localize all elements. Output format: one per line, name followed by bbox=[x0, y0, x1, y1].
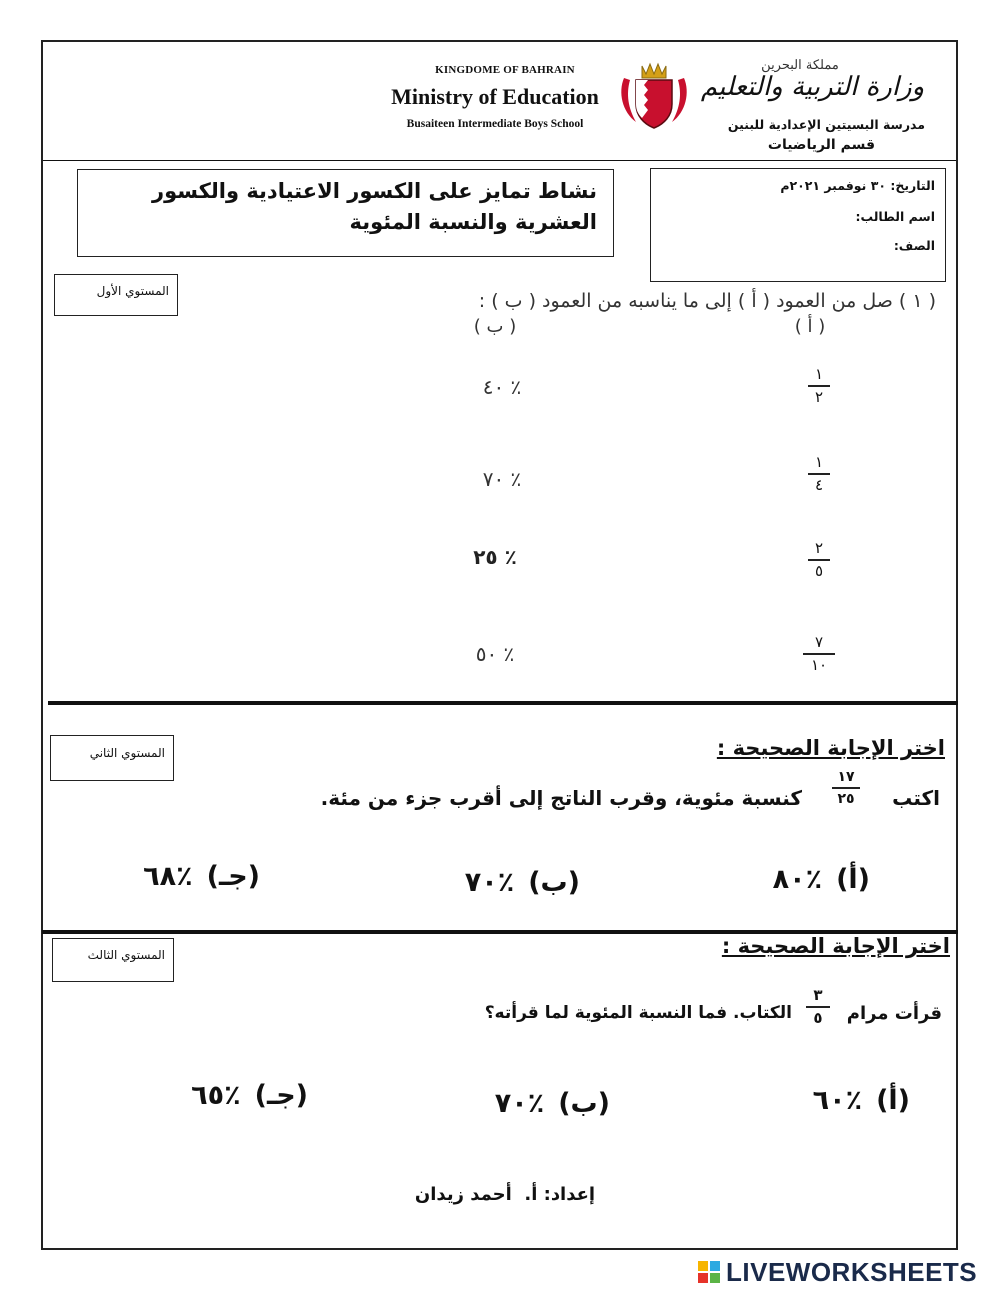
title-box bbox=[77, 169, 614, 257]
col-b-item[interactable]: ٪ ٤٠ bbox=[482, 375, 522, 399]
level3-question-prefix: قرأت مرام bbox=[846, 1003, 942, 1024]
level2-question-suffix: كنسبة مئوية، وقرب الناتج إلى أقرب جزء من مئة. bbox=[320, 786, 802, 810]
level3-question-suffix: الكتاب. فما النسبة المئوية لما قرأته؟ bbox=[484, 1003, 792, 1023]
fraction-bar bbox=[808, 473, 830, 475]
option-value: ٪٨٠ bbox=[772, 864, 823, 895]
logo-tile bbox=[710, 1261, 720, 1271]
bahrain-crest-logo bbox=[618, 60, 690, 134]
col-a-den: ١٠ bbox=[810, 656, 828, 674]
level2-heading: اختر الإجابة الصحيحة : bbox=[716, 736, 945, 760]
col-a-num: ١ bbox=[814, 365, 824, 383]
col-a-den: ٥ bbox=[814, 562, 824, 580]
crest-crown bbox=[642, 64, 666, 78]
col-b-item[interactable]: ٪ ٧٠ bbox=[482, 467, 522, 491]
col-a-den: ٢ bbox=[814, 388, 824, 406]
date-field: التاريخ: ٣٠ نوفمبر ٢٠٢١م bbox=[780, 178, 935, 193]
crest-mantle-left bbox=[621, 78, 636, 122]
school-name-en: Busaiteen Intermediate Boys School bbox=[406, 118, 584, 130]
level3-option-a[interactable] bbox=[740, 1085, 910, 1116]
fraction-bar bbox=[803, 653, 835, 655]
option-value: ٪٦٠ bbox=[812, 1085, 863, 1116]
level2-question-fraction bbox=[832, 770, 860, 806]
ministry-ar-logotype: وزارة التربية والتعليم bbox=[700, 72, 925, 102]
fraction-bar bbox=[806, 1006, 830, 1008]
level2-label-box bbox=[50, 735, 174, 781]
level3-label-box bbox=[52, 938, 174, 982]
level3-label: المستوي الثالث bbox=[87, 948, 165, 962]
col-b-header: ( ب ) bbox=[473, 316, 517, 337]
option-letter: (ب) bbox=[558, 1088, 610, 1119]
col-a-item[interactable] bbox=[808, 455, 830, 493]
level3-option-c[interactable] bbox=[138, 1080, 308, 1111]
level2-option-a[interactable] bbox=[700, 864, 870, 895]
col-b-item[interactable]: ٪ ٢٥ bbox=[473, 545, 517, 569]
fraction-numerator: ١٧ bbox=[837, 769, 855, 785]
option-value: ٪٦٥ bbox=[191, 1080, 241, 1111]
liveworksheets-icon bbox=[698, 1261, 720, 1283]
option-letter: (جـ) bbox=[206, 861, 260, 892]
ministry-title: Ministry of Education bbox=[391, 84, 599, 109]
level1-instruction: ( ١ ) صل من العمود ( أ ) إلى ما يناسبه من العمود ( ب ) : bbox=[478, 290, 936, 312]
col-b-item[interactable]: ٪ ٥٠ bbox=[475, 642, 515, 666]
class-field[interactable]: الصف: bbox=[893, 238, 935, 253]
department-ar: قسم الرياضيات bbox=[767, 137, 875, 153]
option-value: ٪٧٠ bbox=[464, 867, 515, 898]
option-letter: (أ) bbox=[876, 1085, 910, 1116]
col-a-num: ٢ bbox=[814, 539, 824, 557]
fraction-bar bbox=[832, 787, 860, 789]
logo-tile bbox=[710, 1273, 720, 1283]
option-letter: (ب) bbox=[528, 867, 580, 898]
level1-label-box bbox=[54, 274, 178, 316]
col-a-num: ١ bbox=[814, 453, 824, 471]
school-name-ar: مدرسة البسيتين الإعدادية للبنين bbox=[727, 117, 925, 132]
liveworksheets-wordmark: LIVEWORKSHEETS bbox=[726, 1256, 978, 1287]
option-letter: (جـ) bbox=[254, 1080, 308, 1111]
fraction-bar bbox=[808, 385, 830, 387]
fraction-denominator: ٥ bbox=[813, 1009, 823, 1027]
section-divider-1 bbox=[48, 701, 958, 705]
level2-option-b[interactable] bbox=[410, 867, 580, 898]
level1-label: المستوي الأول bbox=[96, 284, 169, 298]
option-letter: (أ) bbox=[836, 864, 870, 895]
header-divider bbox=[43, 160, 956, 161]
level3-question-fraction bbox=[806, 988, 830, 1026]
col-a-item[interactable] bbox=[808, 367, 830, 405]
col-a-header: ( أ ) bbox=[794, 316, 826, 337]
logo-tile bbox=[698, 1273, 708, 1283]
kingdom-label: KINGDOME OF BAHRAIN bbox=[435, 64, 575, 76]
activity-title: نشاط تمايز على الكسور الاعتيادية والكسور العشرية والنسبة المئوية bbox=[152, 179, 597, 234]
col-a-den: ٤ bbox=[814, 476, 824, 494]
option-value: ٪٦٨ bbox=[143, 861, 193, 892]
student-info-box bbox=[650, 168, 946, 282]
col-a-item[interactable] bbox=[803, 635, 835, 673]
student-name-field[interactable]: اسم الطالب: bbox=[855, 209, 935, 224]
liveworksheets-logo[interactable] bbox=[698, 1258, 977, 1286]
level3-option-b[interactable] bbox=[440, 1088, 610, 1119]
kingdom-ar: مملكة البحرين bbox=[761, 58, 839, 73]
col-a-item[interactable] bbox=[808, 541, 830, 579]
col-a-num: ٧ bbox=[814, 633, 824, 651]
level3-heading: اختر الإجابة الصحيحة : bbox=[721, 934, 950, 958]
prepared-by: إعداد: أ. أحمد زيدان bbox=[414, 1184, 596, 1205]
level2-option-c[interactable] bbox=[90, 861, 260, 892]
crest-mantle-right bbox=[672, 78, 687, 122]
logo-tile bbox=[698, 1261, 708, 1271]
fraction-denominator: ٢٥ bbox=[837, 791, 855, 807]
option-value: ٪٧٠ bbox=[494, 1088, 545, 1119]
fraction-numerator: ٣ bbox=[813, 986, 823, 1004]
level2-question-prefix: اكتب bbox=[892, 786, 940, 810]
fraction-bar bbox=[808, 559, 830, 561]
level2-label: المستوي الثاني bbox=[89, 746, 165, 760]
